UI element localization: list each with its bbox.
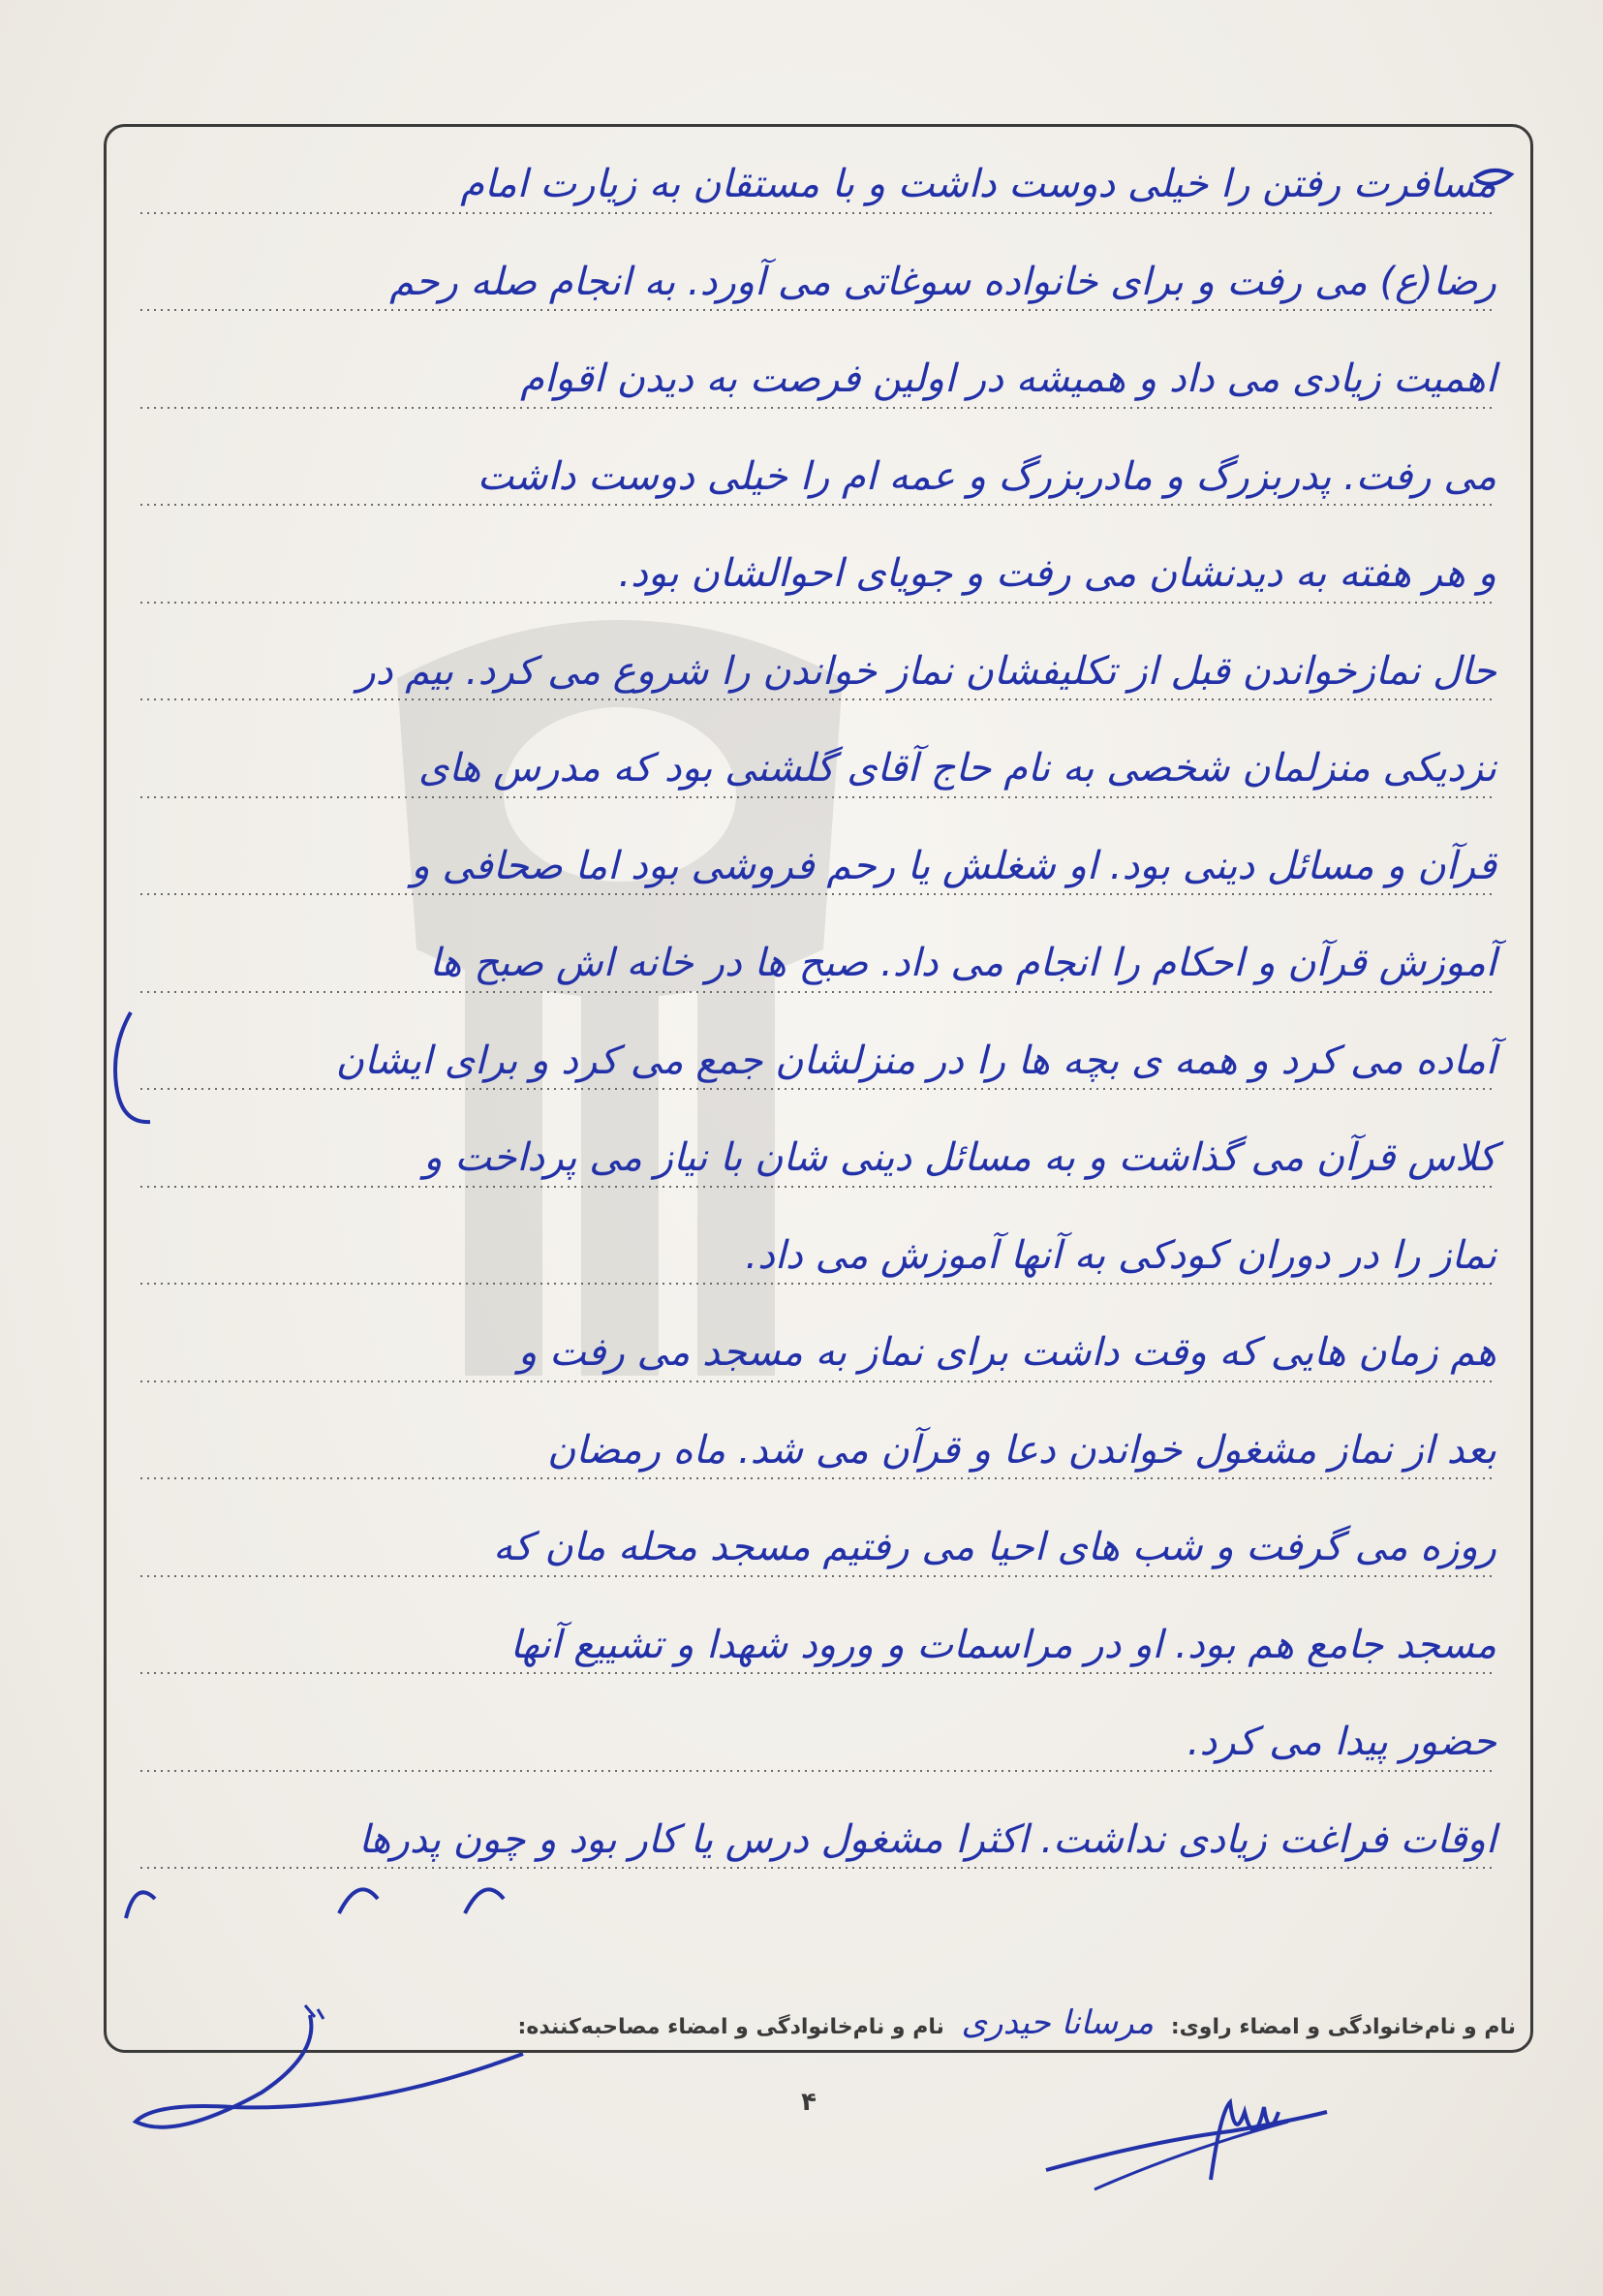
text-line: بعد از نماز مشغول خواندن دعا و قرآن می شد. ماه رمضان	[546, 1427, 1496, 1473]
text-line: نماز را در دوران کودکی به آنها آموزش می داد.	[745, 1232, 1496, 1278]
page-number: ۴	[801, 2088, 817, 2117]
text-line: آموزش قرآن و احکام را انجام می داد. صبح ها در خانه اش صبح ها	[429, 941, 1496, 985]
text-line: نزدیکی منزلمان شخصی به نام حاج آقای گلشنی بود که مدرس های	[417, 746, 1496, 791]
text-line: هم زمان هایی که وقت داشت برای نماز به مسجد می رفت و	[518, 1330, 1496, 1375]
text-line: رضا(ع) می رفت و برای خانواده سوغاتی می آورد. به انجام صله رحم	[389, 259, 1496, 304]
text-line: حضور پیدا می کرد.	[1187, 1720, 1496, 1764]
text-line: و هر هفته به دیدنشان می رفت و جویای احوالشان بود.	[618, 551, 1496, 596]
narrator-label: نام و نام‌خانوادگی و امضاء راوی:	[1170, 2015, 1516, 2039]
witness-signature	[1036, 2083, 1366, 2199]
margin-stroke	[92, 1008, 160, 1133]
text-line: اهمیت زیادی می داد و همیشه در اولین فرصت به دیدن اقوام	[520, 357, 1496, 401]
text-line: مسجد جامع هم بود. او در مراسمات و ورود شهدا و تشییع آنها	[509, 1622, 1496, 1667]
handwritten-text	[131, 136, 1506, 1967]
text-line: مسافرت رفتن را خیلی دوست داشت و با مستقان به زیارت امام	[460, 162, 1496, 206]
narrator-signature	[116, 1996, 542, 2151]
interviewer-label: نام و نام‌خانوادگی و امضاء مصاحبه‌کننده:	[517, 2015, 944, 2039]
text-line: قرآن و مسائل دینی بود. او شغلش یا رحم فروشی بود اما صحافی و	[411, 843, 1496, 888]
text-line: آماده می کرد و همه ی بچه ها را در منزلشان جمع می کرد و برای ایشان	[335, 1038, 1496, 1083]
text-line: کلاس قرآن می گذاشت و به مسائل دینی شان با نیاز می پرداخت و	[423, 1135, 1496, 1180]
text-line: حال نمازخواندن قبل از تکلیفشان نماز خواندن را شروع می کرد. بیم در	[356, 648, 1496, 694]
text-line: می رفت. پدربزرگ و مادربزرگ و عمه ام را خیلی دوست داشت	[477, 453, 1496, 499]
text-line: روزه می گرفت و شب های احیا می رفتیم مسجد محله مان که	[493, 1525, 1496, 1569]
text-line: اوقات فراغت زیادی نداشت. اکثرا مشغول درس یا کار بود و چون پدرها	[358, 1816, 1496, 1862]
interviewer-signature-name: مرسانا حیدری	[961, 2003, 1155, 2042]
margin-stroke	[116, 1870, 562, 1928]
